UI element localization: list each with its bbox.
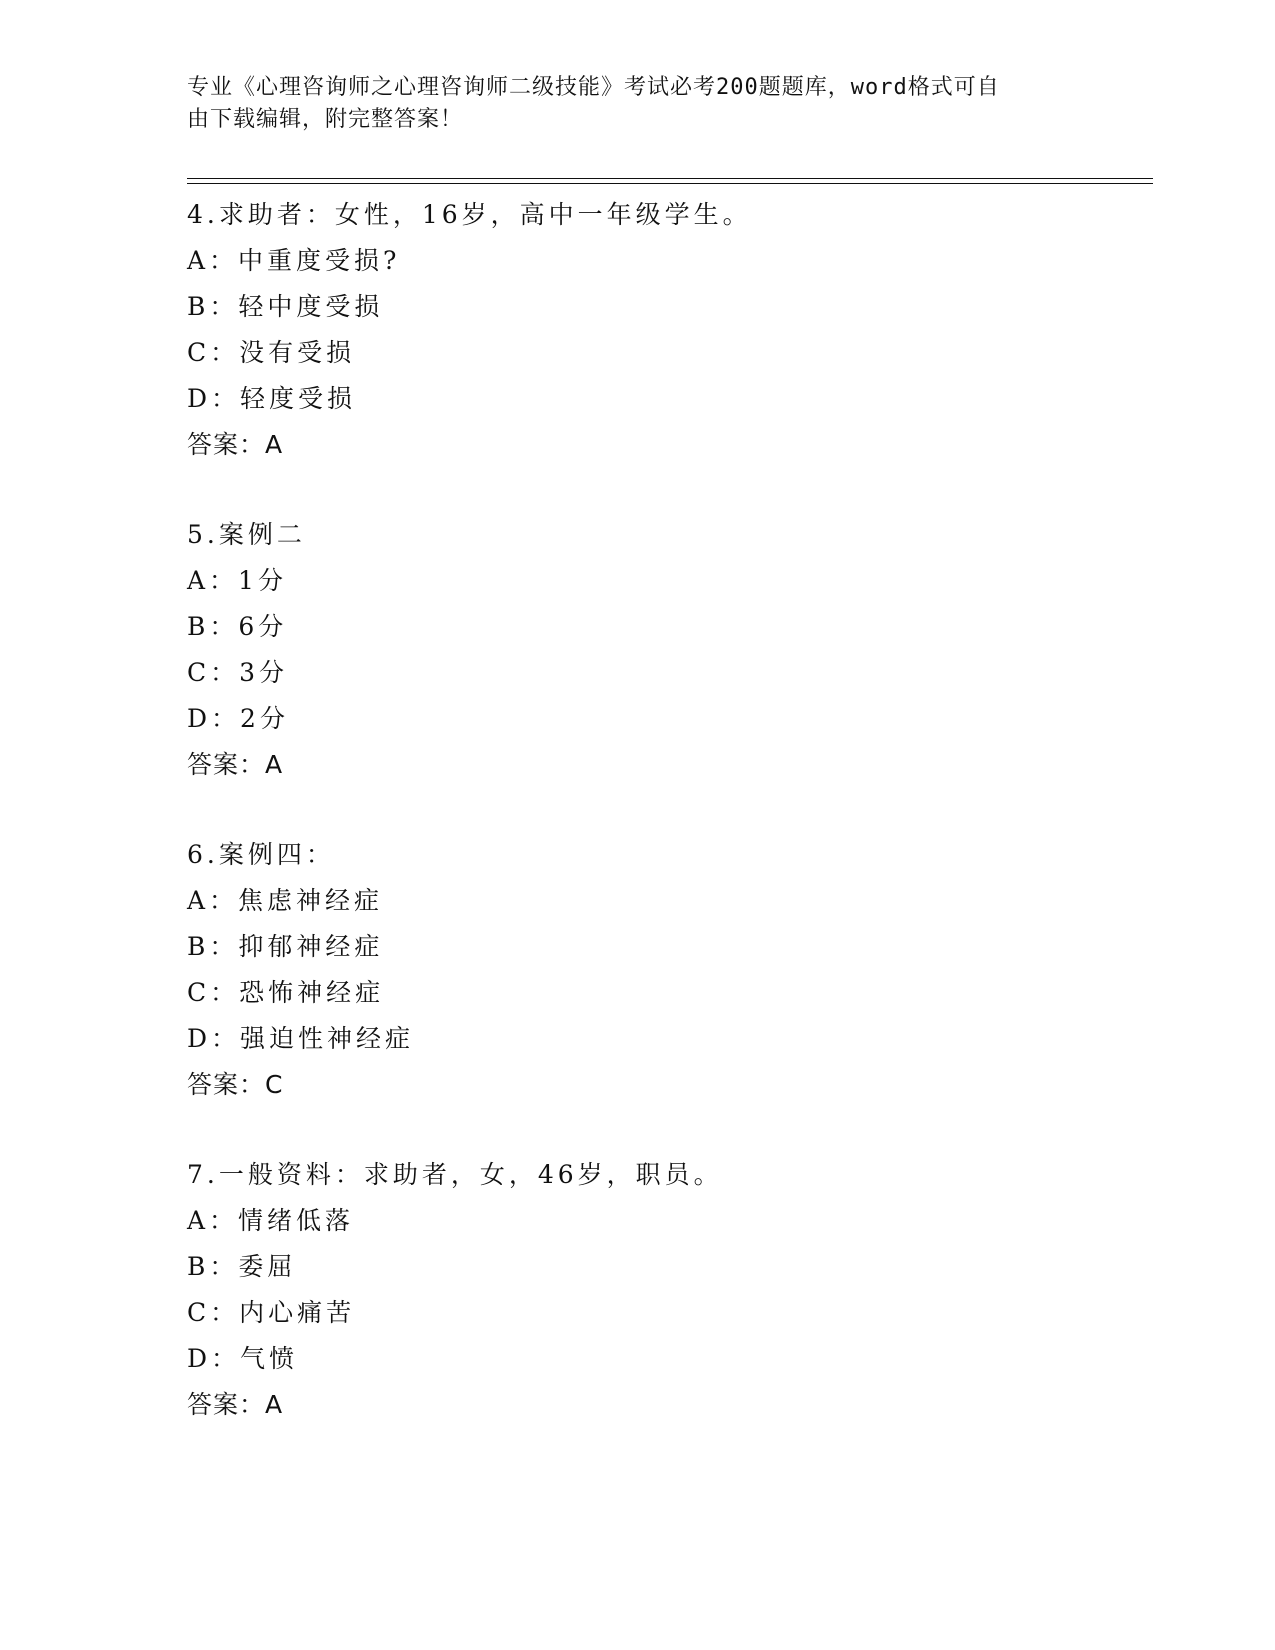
option-d: D：气愤 (187, 1344, 299, 1373)
header-line-2: 由下载编辑，附完整答案！ (187, 107, 464, 132)
answer-label: 答案：C (187, 1070, 284, 1099)
option-b: B：委屈 (187, 1252, 297, 1281)
answer-label: 答案：A (187, 750, 284, 779)
question-4 (187, 192, 1147, 468)
option-c: C：3分 (187, 658, 289, 687)
option-c: C：内心痛苦 (187, 1298, 356, 1327)
answer-label: 答案：A (187, 430, 284, 459)
option-c: C：没有受损 (187, 338, 356, 367)
question-5 (187, 512, 1147, 788)
answer-label: 答案：A (187, 1390, 284, 1419)
option-a: A：情绪低落 (187, 1206, 355, 1235)
header-divider-top (187, 178, 1153, 179)
option-a: A：中重度受损? (187, 246, 401, 275)
question-stem: 6.案例四： (187, 840, 335, 869)
option-b: B：6分 (187, 612, 288, 641)
question-stem: 5.案例二 (187, 520, 306, 549)
header-divider-bottom (187, 183, 1153, 184)
question-7 (187, 1152, 1147, 1428)
document-header (187, 72, 1067, 136)
question-stem: 7.一般资料：求助者，女，46岁，职员。 (187, 1160, 723, 1189)
option-c: C：恐怖神经症 (187, 978, 385, 1007)
option-b: B：轻中度受损 (187, 292, 384, 321)
option-a: A：焦虑神经症 (187, 886, 384, 915)
option-b: B：抑郁神经症 (187, 932, 384, 961)
option-a: A：1分 (187, 566, 287, 595)
question-list (187, 192, 1147, 1472)
header-line-1: 专业《心理咨询师之心理咨询师二级技能》考试必考200题题库，word格式可自 (187, 75, 1000, 100)
option-d: D：强迫性神经症 (187, 1024, 415, 1053)
question-6 (187, 832, 1147, 1108)
question-stem: 4.求助者：女性，16岁，高中一年级学生。 (187, 200, 752, 229)
option-d: D：轻度受损 (187, 384, 357, 413)
option-d: D：2分 (187, 704, 289, 733)
